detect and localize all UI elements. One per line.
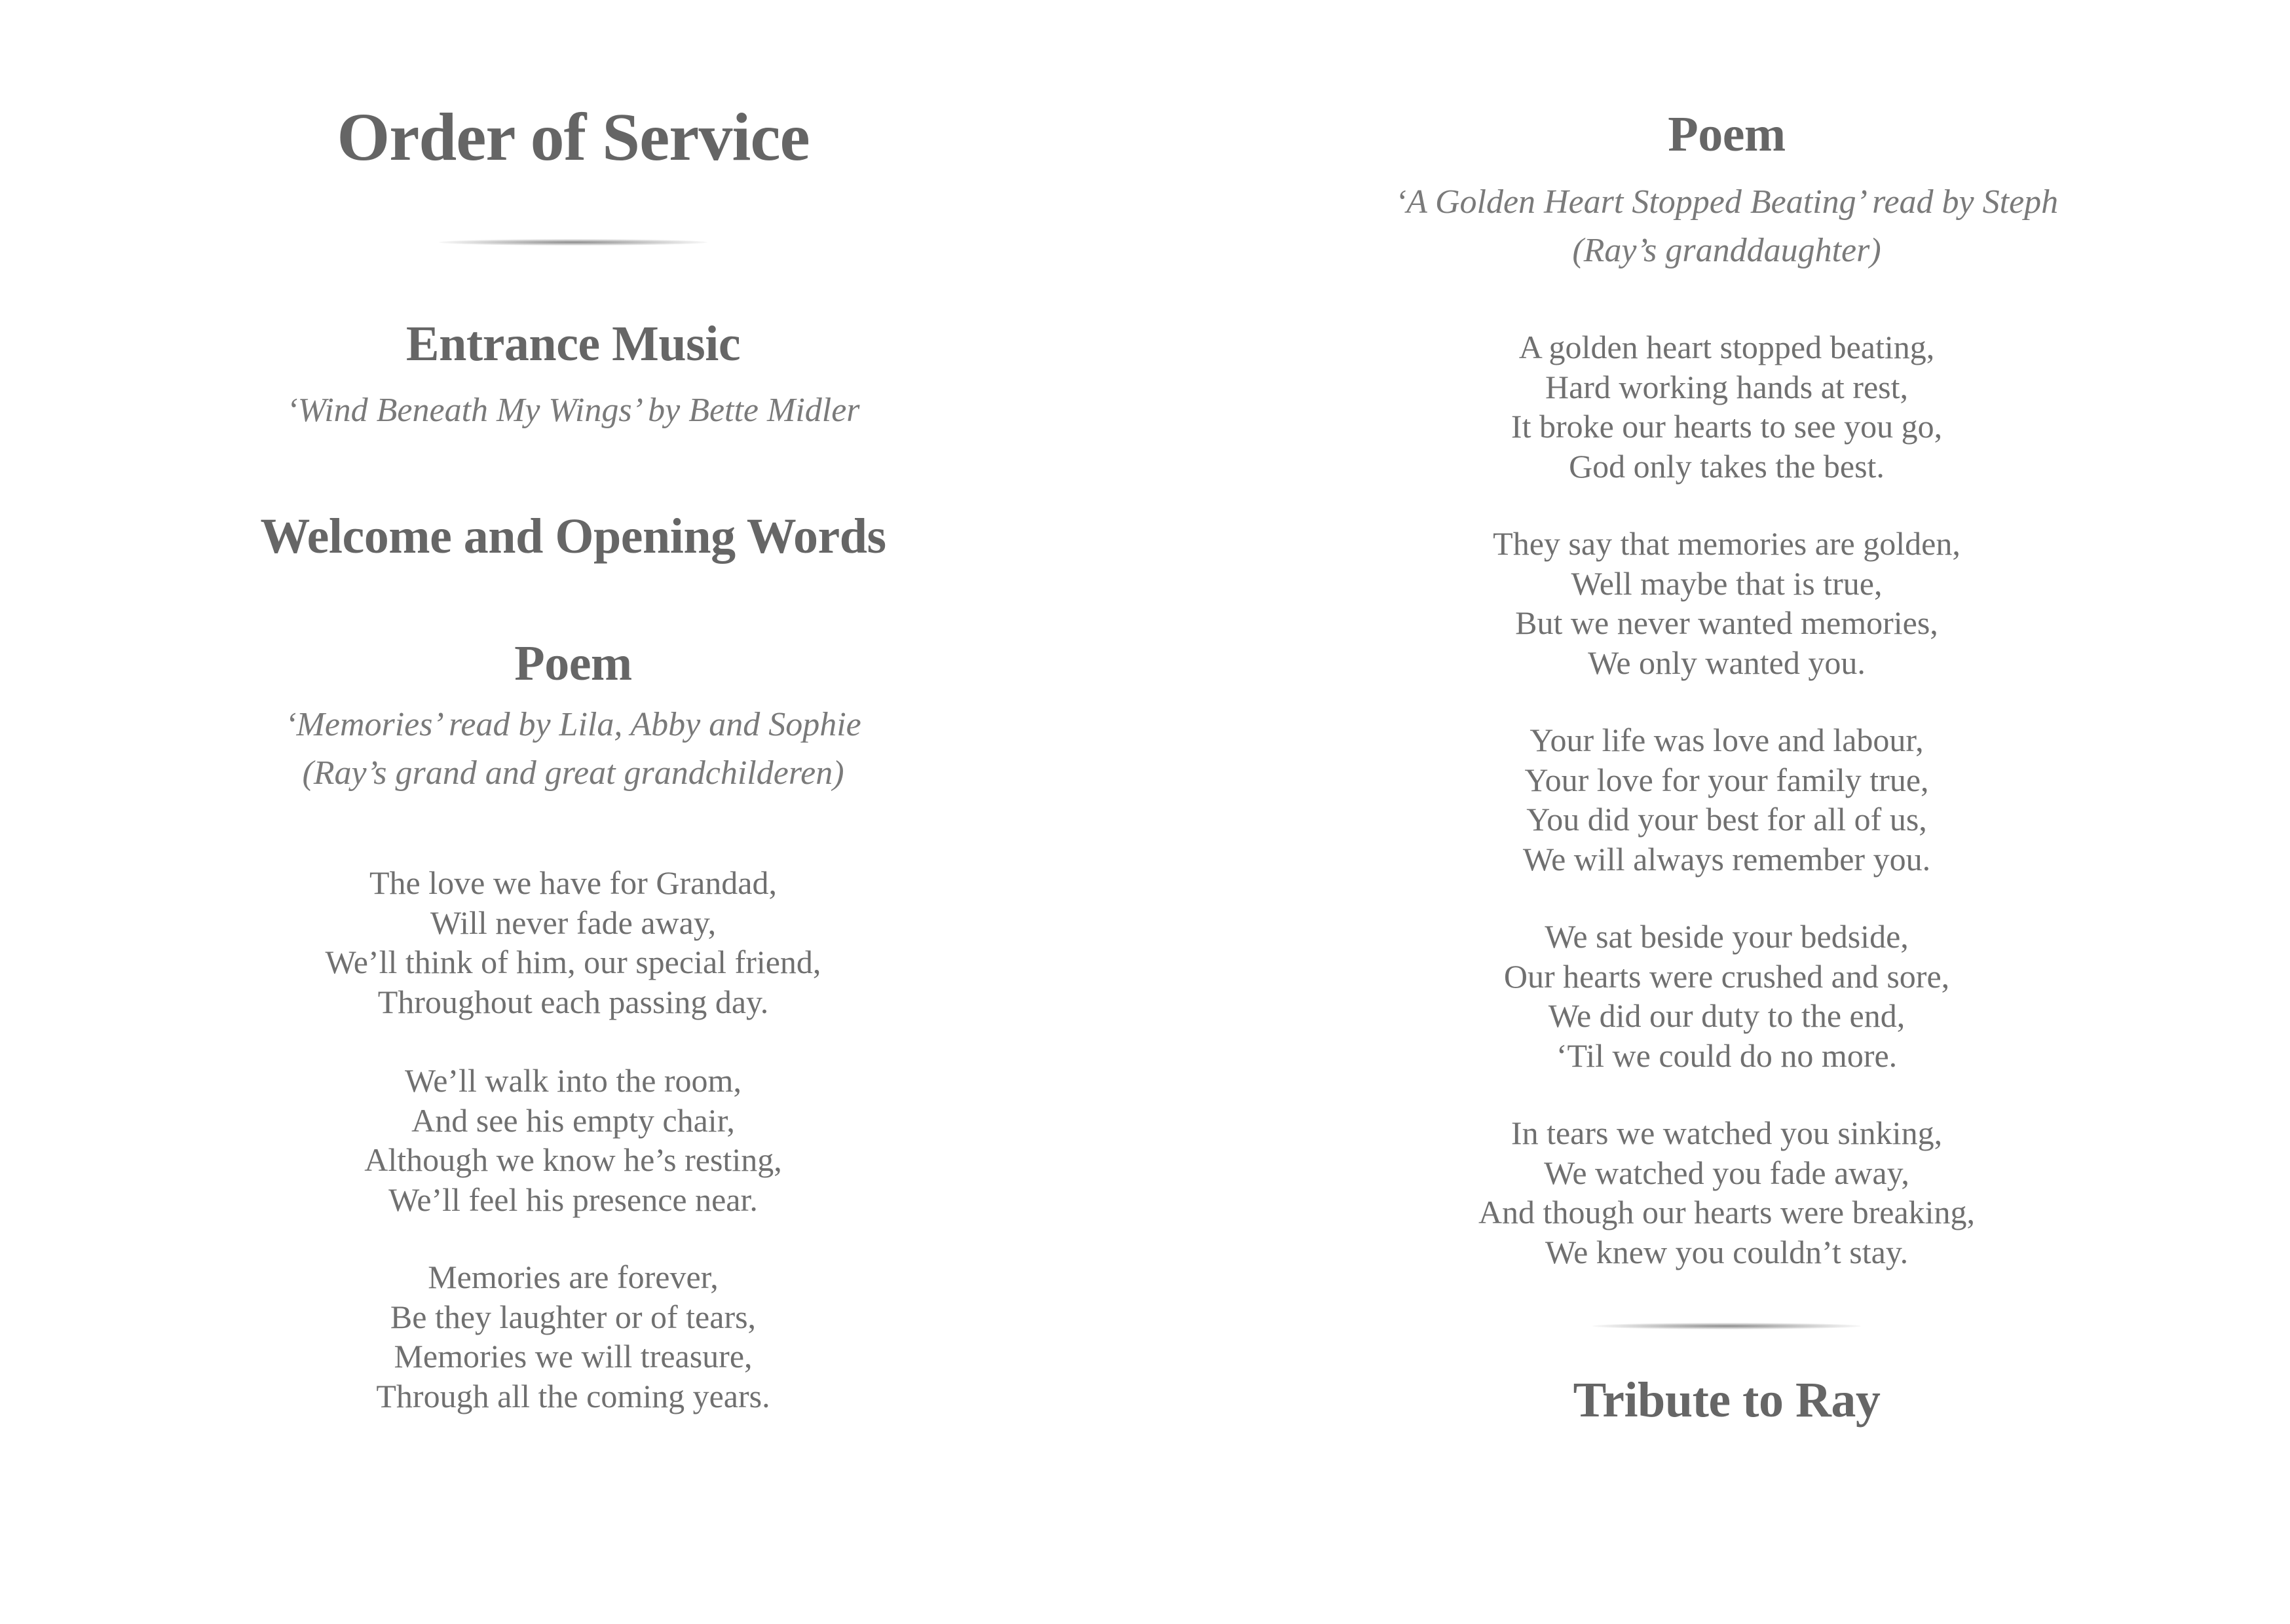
poem-line: Hard working hands at rest,	[1545, 368, 1909, 405]
poem-subtitle-right-1: ‘A Golden Heart Stopped Beating’ read by Steph	[1395, 183, 2059, 221]
poem-line: A golden heart stopped beating,	[1518, 329, 1935, 365]
poem-stanza	[1366, 1113, 2087, 1272]
poem-line: And see his empty chair,	[411, 1101, 735, 1139]
poem-line: ‘Til we could do no more.	[1556, 1037, 1898, 1074]
poem-line: In tears we watched you sinking,	[1511, 1115, 1943, 1151]
poem-stanza	[1366, 917, 2087, 1075]
poem-line: Will never fade away,	[430, 904, 717, 941]
poem-line: But we never wanted memories,	[1515, 604, 1938, 641]
welcome-heading: Welcome and Opening Words	[260, 509, 886, 564]
poem-stanza	[213, 863, 933, 1022]
poem-line: We did our duty to the end,	[1548, 997, 1905, 1034]
poem-line: You did your best for all of us,	[1526, 801, 1927, 838]
poem-line: We will always remember you.	[1522, 840, 1931, 877]
poem-subtitle-right-2: (Ray’s granddaughter)	[1572, 232, 1881, 269]
poem-subtitle-left-1: ‘Memories’ read by Lila, Abby and Sophie	[285, 706, 861, 743]
poem-line: We watched you fade away,	[1544, 1154, 1909, 1191]
poem-line: We’ll feel his presence near.	[388, 1181, 758, 1218]
poem-line: Memories we will treasure,	[394, 1338, 753, 1375]
poem-line: Be they laughter or of tears,	[390, 1298, 757, 1335]
poem-line: Through all the coming years.	[376, 1377, 770, 1414]
order-of-service-title: Order of Service	[337, 100, 810, 175]
poem-line: Throughout each passing day.	[377, 983, 769, 1020]
poem-line: We sat beside your bedside,	[1545, 918, 1909, 955]
poem-line: We knew you couldn’t stay.	[1545, 1233, 1909, 1270]
poem-line: Although we know he’s resting,	[364, 1141, 782, 1178]
poem-line: Memories are forever,	[428, 1259, 719, 1295]
poem-heading-left: Poem	[514, 636, 632, 691]
poem-line: And though our hearts were breaking,	[1478, 1194, 1976, 1230]
poem-line: God only takes the best.	[1569, 447, 1885, 485]
right-column	[1366, 0, 2087, 1624]
poem-subtitle-left-2: (Ray’s grand and great grandchilderen)	[302, 754, 844, 792]
poem-line: Your love for your family true,	[1524, 761, 1929, 798]
poem-line: The love we have for Grandad,	[369, 864, 777, 901]
poem-line: They say that memories are golden,	[1493, 525, 1961, 562]
poem-line: We’ll think of him, our special friend,	[325, 944, 821, 980]
poem-line: It broke our hearts to see you go,	[1511, 408, 1943, 445]
left-column	[213, 0, 933, 1624]
right-page	[1145, 0, 2290, 1624]
poem-line: We’ll walk into the room,	[405, 1062, 741, 1099]
entrance-music-heading: Entrance Music	[405, 316, 741, 371]
title-divider	[439, 239, 707, 246]
tribute-divider	[1592, 1323, 1861, 1329]
poem-stanza	[213, 1061, 933, 1219]
poem-line: Well maybe that is true,	[1571, 564, 1883, 602]
poem-stanza	[1366, 720, 2087, 879]
poem-heading-right: Poem	[1668, 107, 1786, 162]
entrance-music-subtitle: ‘Wind Beneath My Wings’ by Bette Midler	[286, 392, 860, 429]
tribute-heading: Tribute to Ray	[1573, 1373, 1881, 1428]
poem-line: Your life was love and labour,	[1530, 722, 1924, 758]
poem-stanza	[1366, 327, 2087, 486]
poem-stanza	[1366, 524, 2087, 682]
poem-line: We only wanted you.	[1588, 644, 1866, 681]
poem-stanza	[213, 1257, 933, 1416]
poem-line: Our hearts were crushed and sore,	[1503, 957, 1950, 995]
